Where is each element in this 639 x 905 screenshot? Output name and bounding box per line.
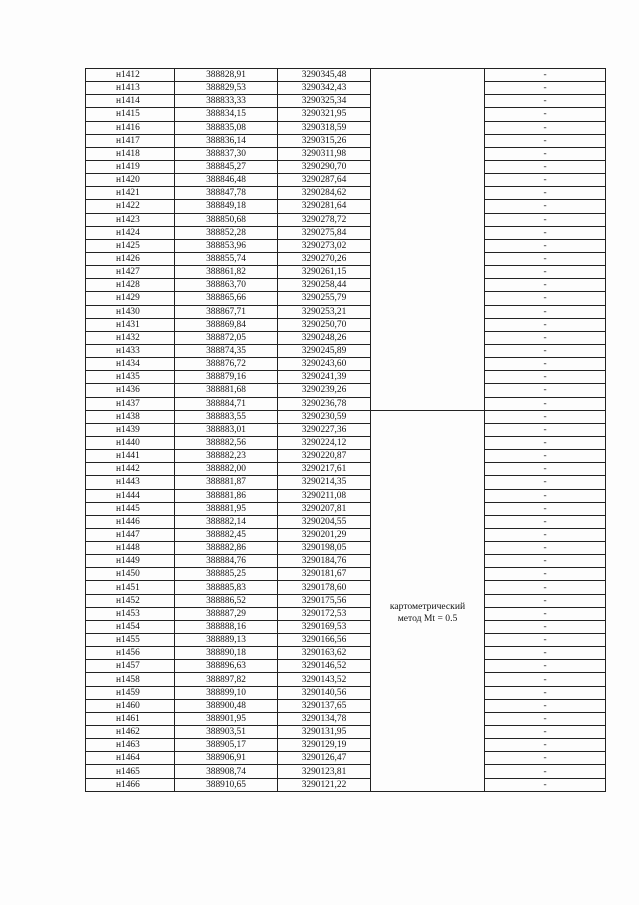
x-coordinate-cell: 388882,14	[175, 515, 278, 528]
point-name-cell: н1445	[86, 502, 175, 515]
x-coordinate-cell: 388884,71	[175, 397, 278, 410]
y-coordinate-cell: 3290250,70	[278, 318, 371, 331]
table-row	[86, 515, 606, 528]
y-coordinate-cell: 3290146,52	[278, 660, 371, 673]
x-coordinate-cell: 388906,91	[175, 752, 278, 765]
x-coordinate-cell: 388899,10	[175, 686, 278, 699]
y-coordinate-cell: 3290198,05	[278, 542, 371, 555]
point-name-cell: н1440	[86, 436, 175, 449]
y-coordinate-cell: 3290207,81	[278, 502, 371, 515]
accuracy-cell: -	[485, 739, 606, 752]
point-name-cell: н1437	[86, 397, 175, 410]
point-name-cell: н1456	[86, 647, 175, 660]
table-row	[86, 712, 606, 725]
x-coordinate-cell: 388889,13	[175, 634, 278, 647]
point-name-cell: н1444	[86, 489, 175, 502]
x-coordinate-cell: 388885,83	[175, 581, 278, 594]
y-coordinate-cell: 3290275,84	[278, 226, 371, 239]
point-name-cell: н1463	[86, 739, 175, 752]
table-row	[86, 82, 606, 95]
table-row	[86, 607, 606, 620]
x-coordinate-cell: 388890,18	[175, 647, 278, 660]
x-coordinate-cell: 388833,33	[175, 95, 278, 108]
point-name-cell: н1459	[86, 686, 175, 699]
y-coordinate-cell: 3290321,95	[278, 108, 371, 121]
table-row	[86, 528, 606, 541]
table-row	[86, 423, 606, 436]
y-coordinate-cell: 3290278,72	[278, 213, 371, 226]
point-name-cell: н1449	[86, 555, 175, 568]
point-name-cell: н1464	[86, 752, 175, 765]
point-name-cell: н1435	[86, 371, 175, 384]
point-name-cell: н1417	[86, 134, 175, 147]
y-coordinate-cell: 3290129,19	[278, 739, 371, 752]
table-row	[86, 292, 606, 305]
point-name-cell: н1434	[86, 358, 175, 371]
point-name-cell: н1412	[86, 69, 175, 82]
x-coordinate-cell: 388853,96	[175, 239, 278, 252]
x-coordinate-cell: 388874,35	[175, 344, 278, 357]
point-name-cell: н1439	[86, 423, 175, 436]
point-name-cell: н1448	[86, 542, 175, 555]
table-row	[86, 108, 606, 121]
table-row	[86, 134, 606, 147]
x-coordinate-cell: 388836,14	[175, 134, 278, 147]
y-coordinate-cell: 3290281,64	[278, 200, 371, 213]
accuracy-cell: -	[485, 200, 606, 213]
accuracy-cell: -	[485, 463, 606, 476]
y-coordinate-cell: 3290315,26	[278, 134, 371, 147]
table-row	[86, 279, 606, 292]
table-row	[86, 331, 606, 344]
table-row	[86, 450, 606, 463]
x-coordinate-cell: 388863,70	[175, 279, 278, 292]
point-name-cell: н1455	[86, 634, 175, 647]
accuracy-cell: -	[485, 121, 606, 134]
accuracy-cell: -	[485, 279, 606, 292]
table-row	[86, 384, 606, 397]
y-coordinate-cell: 3290255,79	[278, 292, 371, 305]
y-coordinate-cell: 3290201,29	[278, 528, 371, 541]
point-name-cell: н1441	[86, 450, 175, 463]
table-row	[86, 174, 606, 187]
table-row	[86, 95, 606, 108]
y-coordinate-cell: 3290184,76	[278, 555, 371, 568]
point-name-cell: н1414	[86, 95, 175, 108]
table-row	[86, 699, 606, 712]
table-row	[86, 213, 606, 226]
y-coordinate-cell: 3290123,81	[278, 765, 371, 778]
y-coordinate-cell: 3290236,78	[278, 397, 371, 410]
table-row	[86, 226, 606, 239]
accuracy-cell: -	[485, 331, 606, 344]
table-row	[86, 502, 606, 515]
y-coordinate-cell: 3290211,08	[278, 489, 371, 502]
accuracy-cell: -	[485, 147, 606, 160]
point-name-cell: н1446	[86, 515, 175, 528]
point-name-cell: н1436	[86, 384, 175, 397]
accuracy-cell: -	[485, 634, 606, 647]
method-cell	[371, 410, 485, 791]
point-name-cell: н1458	[86, 673, 175, 686]
coordinates-table-body	[86, 69, 606, 792]
y-coordinate-cell: 3290241,39	[278, 371, 371, 384]
table-row	[86, 489, 606, 502]
accuracy-cell: -	[485, 568, 606, 581]
accuracy-cell: -	[485, 686, 606, 699]
x-coordinate-cell: 388887,29	[175, 607, 278, 620]
accuracy-cell: -	[485, 69, 606, 82]
method-cell-upper	[371, 69, 485, 411]
y-coordinate-cell: 3290181,67	[278, 568, 371, 581]
y-coordinate-cell: 3290311,98	[278, 147, 371, 160]
point-name-cell: н1433	[86, 344, 175, 357]
point-name-cell: н1451	[86, 581, 175, 594]
x-coordinate-cell: 388834,15	[175, 108, 278, 121]
accuracy-cell: -	[485, 726, 606, 739]
accuracy-cell: -	[485, 542, 606, 555]
table-row	[86, 436, 606, 449]
table-row	[86, 660, 606, 673]
x-coordinate-cell: 388852,28	[175, 226, 278, 239]
y-coordinate-cell: 3290290,70	[278, 160, 371, 173]
y-coordinate-cell: 3290126,47	[278, 752, 371, 765]
table-row	[86, 752, 606, 765]
point-name-cell: н1426	[86, 252, 175, 265]
accuracy-cell: -	[485, 450, 606, 463]
x-coordinate-cell: 388885,25	[175, 568, 278, 581]
accuracy-cell: -	[485, 607, 606, 620]
x-coordinate-cell: 388879,16	[175, 371, 278, 384]
y-coordinate-cell: 3290243,60	[278, 358, 371, 371]
x-coordinate-cell: 388867,71	[175, 305, 278, 318]
y-coordinate-cell: 3290248,26	[278, 331, 371, 344]
table-row	[86, 568, 606, 581]
x-coordinate-cell: 388849,18	[175, 200, 278, 213]
x-coordinate-cell: 388881,87	[175, 476, 278, 489]
point-name-cell: н1454	[86, 620, 175, 633]
accuracy-cell: -	[485, 187, 606, 200]
y-coordinate-cell: 3290227,36	[278, 423, 371, 436]
point-name-cell: н1447	[86, 528, 175, 541]
x-coordinate-cell: 388861,82	[175, 266, 278, 279]
y-coordinate-cell: 3290345,48	[278, 69, 371, 82]
accuracy-cell: -	[485, 82, 606, 95]
y-coordinate-cell: 3290169,53	[278, 620, 371, 633]
accuracy-cell: -	[485, 252, 606, 265]
y-coordinate-cell: 3290220,87	[278, 450, 371, 463]
table-row	[86, 778, 606, 791]
point-name-cell: н1423	[86, 213, 175, 226]
x-coordinate-cell: 388882,23	[175, 450, 278, 463]
x-coordinate-cell: 388829,53	[175, 82, 278, 95]
point-name-cell: н1457	[86, 660, 175, 673]
accuracy-cell: -	[485, 502, 606, 515]
x-coordinate-cell: 388896,63	[175, 660, 278, 673]
point-name-cell: н1462	[86, 726, 175, 739]
accuracy-cell: -	[485, 476, 606, 489]
y-coordinate-cell: 3290143,52	[278, 673, 371, 686]
y-coordinate-cell: 3290178,60	[278, 581, 371, 594]
point-name-cell: н1460	[86, 699, 175, 712]
table-row	[86, 739, 606, 752]
accuracy-cell: -	[485, 410, 606, 423]
accuracy-cell: -	[485, 555, 606, 568]
accuracy-cell: -	[485, 423, 606, 436]
point-name-cell: н1461	[86, 712, 175, 725]
point-name-cell: н1452	[86, 594, 175, 607]
y-coordinate-cell: 3290287,64	[278, 174, 371, 187]
point-name-cell: н1418	[86, 147, 175, 160]
x-coordinate-cell: 388855,74	[175, 252, 278, 265]
x-coordinate-cell: 388835,08	[175, 121, 278, 134]
y-coordinate-cell: 3290224,12	[278, 436, 371, 449]
table-row	[86, 397, 606, 410]
table-row	[86, 555, 606, 568]
accuracy-cell: -	[485, 239, 606, 252]
table-row	[86, 463, 606, 476]
y-coordinate-cell: 3290217,61	[278, 463, 371, 476]
table-row	[86, 160, 606, 173]
x-coordinate-cell: 388881,86	[175, 489, 278, 502]
y-coordinate-cell: 3290253,21	[278, 305, 371, 318]
table-row	[86, 581, 606, 594]
x-coordinate-cell: 388872,05	[175, 331, 278, 344]
table-row	[86, 620, 606, 633]
accuracy-cell: -	[485, 174, 606, 187]
x-coordinate-cell: 388883,55	[175, 410, 278, 423]
point-name-cell: н1419	[86, 160, 175, 173]
accuracy-cell: -	[485, 292, 606, 305]
method-label	[390, 601, 465, 625]
x-coordinate-cell: 388908,74	[175, 765, 278, 778]
accuracy-cell: -	[485, 765, 606, 778]
y-coordinate-cell: 3290175,56	[278, 594, 371, 607]
accuracy-cell: -	[485, 620, 606, 633]
x-coordinate-cell: 388883,01	[175, 423, 278, 436]
y-coordinate-cell: 3290245,89	[278, 344, 371, 357]
x-coordinate-cell: 388903,51	[175, 726, 278, 739]
point-name-cell: н1413	[86, 82, 175, 95]
table-row	[86, 147, 606, 160]
x-coordinate-cell: 388881,68	[175, 384, 278, 397]
y-coordinate-cell: 3290258,44	[278, 279, 371, 292]
table-row	[86, 371, 606, 384]
table-row	[86, 358, 606, 371]
table-row	[86, 252, 606, 265]
accuracy-cell: -	[485, 528, 606, 541]
accuracy-cell: -	[485, 305, 606, 318]
table-row	[86, 647, 606, 660]
point-name-cell: н1432	[86, 331, 175, 344]
y-coordinate-cell: 3290273,02	[278, 239, 371, 252]
coordinates-table	[85, 68, 606, 792]
y-coordinate-cell: 3290270,26	[278, 252, 371, 265]
accuracy-cell: -	[485, 660, 606, 673]
x-coordinate-cell: 388837,30	[175, 147, 278, 160]
table-row	[86, 673, 606, 686]
accuracy-cell: -	[485, 594, 606, 607]
x-coordinate-cell: 388882,00	[175, 463, 278, 476]
table-row	[86, 187, 606, 200]
x-coordinate-cell: 388905,17	[175, 739, 278, 752]
point-name-cell: н1421	[86, 187, 175, 200]
table-row	[86, 305, 606, 318]
table-row	[86, 726, 606, 739]
table-row	[86, 266, 606, 279]
y-coordinate-cell: 3290131,95	[278, 726, 371, 739]
table-row	[86, 200, 606, 213]
accuracy-cell: -	[485, 752, 606, 765]
point-name-cell: н1425	[86, 239, 175, 252]
y-coordinate-cell: 3290137,65	[278, 699, 371, 712]
accuracy-cell: -	[485, 266, 606, 279]
x-coordinate-cell: 388828,91	[175, 69, 278, 82]
point-name-cell: н1415	[86, 108, 175, 121]
y-coordinate-cell: 3290318,59	[278, 121, 371, 134]
accuracy-cell: -	[485, 712, 606, 725]
point-name-cell: н1424	[86, 226, 175, 239]
point-name-cell: н1428	[86, 279, 175, 292]
accuracy-cell: -	[485, 778, 606, 791]
accuracy-cell: -	[485, 581, 606, 594]
y-coordinate-cell: 3290342,43	[278, 82, 371, 95]
method-label-line1: картометрический	[389, 600, 466, 612]
table-row	[86, 121, 606, 134]
x-coordinate-cell: 388876,72	[175, 358, 278, 371]
accuracy-cell: -	[485, 489, 606, 502]
x-coordinate-cell: 388884,76	[175, 555, 278, 568]
accuracy-cell: -	[485, 95, 606, 108]
y-coordinate-cell: 3290163,62	[278, 647, 371, 660]
x-coordinate-cell: 388869,84	[175, 318, 278, 331]
table-row	[86, 686, 606, 699]
x-coordinate-cell: 388886,52	[175, 594, 278, 607]
point-name-cell: н1466	[86, 778, 175, 791]
point-name-cell: н1422	[86, 200, 175, 213]
x-coordinate-cell: 388888,16	[175, 620, 278, 633]
accuracy-cell: -	[485, 436, 606, 449]
x-coordinate-cell: 388882,86	[175, 542, 278, 555]
x-coordinate-cell: 388846,48	[175, 174, 278, 187]
x-coordinate-cell: 388910,65	[175, 778, 278, 791]
accuracy-cell: -	[485, 699, 606, 712]
table-row	[86, 239, 606, 252]
accuracy-cell: -	[485, 226, 606, 239]
x-coordinate-cell: 388881,95	[175, 502, 278, 515]
point-name-cell: н1438	[86, 410, 175, 423]
table-row	[86, 344, 606, 357]
x-coordinate-cell: 388901,95	[175, 712, 278, 725]
table-row	[86, 69, 606, 82]
y-coordinate-cell: 3290140,56	[278, 686, 371, 699]
table-row	[86, 634, 606, 647]
x-coordinate-cell: 388865,66	[175, 292, 278, 305]
x-coordinate-cell: 388900,48	[175, 699, 278, 712]
y-coordinate-cell: 3290166,56	[278, 634, 371, 647]
point-name-cell: н1430	[86, 305, 175, 318]
y-coordinate-cell: 3290214,35	[278, 476, 371, 489]
table-row	[86, 318, 606, 331]
accuracy-cell: -	[485, 371, 606, 384]
table-row	[86, 765, 606, 778]
point-name-cell: н1443	[86, 476, 175, 489]
x-coordinate-cell: 388845,27	[175, 160, 278, 173]
x-coordinate-cell: 388850,68	[175, 213, 278, 226]
y-coordinate-cell: 3290204,55	[278, 515, 371, 528]
y-coordinate-cell: 3290261,15	[278, 266, 371, 279]
point-name-cell: н1431	[86, 318, 175, 331]
point-name-cell: н1453	[86, 607, 175, 620]
accuracy-cell: -	[485, 344, 606, 357]
y-coordinate-cell: 3290230,59	[278, 410, 371, 423]
accuracy-cell: -	[485, 108, 606, 121]
point-name-cell: н1416	[86, 121, 175, 134]
accuracy-cell: -	[485, 213, 606, 226]
accuracy-cell: -	[485, 647, 606, 660]
y-coordinate-cell: 3290121,22	[278, 778, 371, 791]
x-coordinate-cell: 388882,56	[175, 436, 278, 449]
point-name-cell: н1465	[86, 765, 175, 778]
table-row	[86, 542, 606, 555]
accuracy-cell: -	[485, 397, 606, 410]
accuracy-cell: -	[485, 358, 606, 371]
point-name-cell: н1427	[86, 266, 175, 279]
x-coordinate-cell: 388847,78	[175, 187, 278, 200]
method-label-line2: метод Mt = 0.5	[397, 612, 458, 624]
accuracy-cell: -	[485, 318, 606, 331]
y-coordinate-cell: 3290172,53	[278, 607, 371, 620]
accuracy-cell: -	[485, 673, 606, 686]
y-coordinate-cell: 3290134,78	[278, 712, 371, 725]
point-name-cell: н1420	[86, 174, 175, 187]
point-name-cell: н1429	[86, 292, 175, 305]
table-row	[86, 594, 606, 607]
table-row	[86, 476, 606, 489]
x-coordinate-cell: 388882,45	[175, 528, 278, 541]
accuracy-cell: -	[485, 384, 606, 397]
point-name-cell: н1442	[86, 463, 175, 476]
y-coordinate-cell: 3290325,34	[278, 95, 371, 108]
table-row	[86, 410, 606, 423]
y-coordinate-cell: 3290284,62	[278, 187, 371, 200]
y-coordinate-cell: 3290239,26	[278, 384, 371, 397]
point-name-cell: н1450	[86, 568, 175, 581]
accuracy-cell: -	[485, 134, 606, 147]
accuracy-cell: -	[485, 515, 606, 528]
x-coordinate-cell: 388897,82	[175, 673, 278, 686]
accuracy-cell: -	[485, 160, 606, 173]
